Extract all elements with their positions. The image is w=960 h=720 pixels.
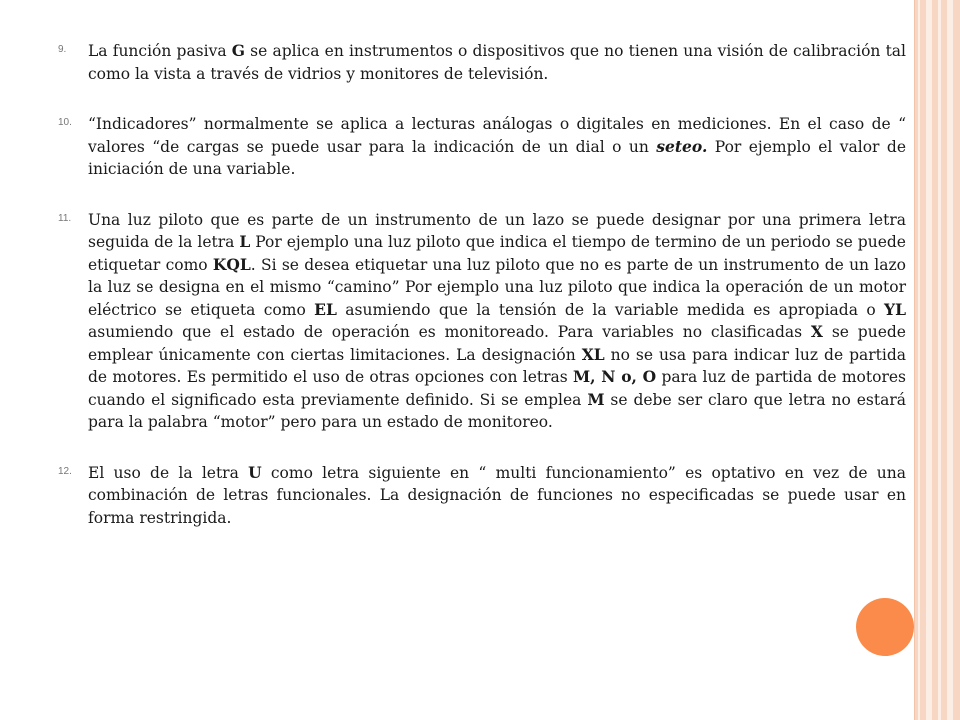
text-run: Por ejemplo el valor de iniciación de una variable. bbox=[88, 137, 906, 178]
list-number: 12. bbox=[58, 465, 72, 477]
text-run: Por ejemplo una luz piloto que indica el tiempo de termino de un periodo se puede etiquetar como bbox=[88, 233, 906, 274]
bold-text: EL bbox=[314, 299, 337, 319]
text-run: “Indicadores” normalmente se aplica a lecturas análogas o digitales en mediciones. En el caso de “ valores “de cargas se puede usar para la indicación de un dial o un bbox=[88, 115, 906, 156]
bold-text: U bbox=[248, 462, 262, 482]
text-run: asumiendo que la tensión de la variable medida es apropiada o bbox=[336, 300, 885, 319]
text-run: se puede emplear únicamente con ciertas limitaciones. La designación bbox=[88, 323, 906, 364]
bold-text: L bbox=[239, 232, 251, 251]
bold-text: X bbox=[810, 322, 823, 341]
text-run: El uso de la letra bbox=[88, 463, 249, 482]
border-stripe bbox=[938, 0, 941, 720]
list-item bbox=[58, 113, 906, 181]
bold-text: M bbox=[587, 389, 605, 409]
list-paragraph bbox=[88, 40, 906, 85]
text-run: La función pasiva bbox=[88, 42, 232, 60]
text-run: no se usa para indicar luz de partida de motores. Es permitido el uso de otras opciones con letras bbox=[88, 345, 906, 386]
border-stripe bbox=[947, 0, 953, 720]
numbered-list bbox=[58, 40, 906, 529]
list-paragraph bbox=[88, 209, 906, 434]
decorative-right-border bbox=[914, 0, 960, 720]
border-stripe bbox=[926, 0, 932, 720]
list-item bbox=[58, 462, 906, 530]
list-paragraph bbox=[88, 462, 906, 530]
list-item bbox=[58, 40, 906, 85]
bold-text bbox=[656, 137, 707, 156]
list-number: 11. bbox=[58, 212, 72, 224]
text-run: se aplica en instrumentos o dispositivos que no tienen una visión de calibración tal como la vista a través de vidrios y monitores de televisión. bbox=[88, 42, 906, 83]
text-run: . Si se desea etiquetar una luz piloto que no es parte de un instrumento de un lazo la luz se designa en el mismo “camino” Por ejemplo una luz piloto que indica la operación de un motor eléctrico se etiqueta como bbox=[88, 255, 907, 319]
bold-text: YL bbox=[884, 299, 906, 319]
border-stripe bbox=[918, 0, 920, 720]
text-run: asumiendo que el estado de operación es monitoreado. Para variables no clasificadas bbox=[88, 323, 811, 341]
bold-text: G bbox=[231, 41, 246, 60]
emphasis-text: seteo. bbox=[656, 136, 708, 156]
text-run: se debe ser claro que letra no estará para la palabra “motor” pero para un estado de monitoreo. bbox=[88, 390, 906, 431]
bold-text: M, N o, O bbox=[572, 367, 657, 386]
bold-text: KQL bbox=[212, 254, 251, 274]
orange-circle-decoration bbox=[856, 598, 914, 656]
list-number: 10. bbox=[58, 117, 72, 128]
list-number: 9. bbox=[58, 44, 67, 55]
bold-text: XL bbox=[581, 344, 605, 364]
list-paragraph bbox=[88, 113, 906, 181]
text-run: para luz de partida de motores cuando el significado esta previamente definido. Si se emplea bbox=[88, 368, 906, 409]
text-run: como letra siguiente en “ multi funcionamiento” es optativo en vez de una combinación de letras funcionales. La designación de funciones no especificadas se puede usar en forma restringida. bbox=[88, 463, 906, 527]
list-item bbox=[58, 209, 906, 434]
border-edge bbox=[914, 0, 915, 720]
slide-content bbox=[58, 40, 906, 557]
text-run: Una luz piloto que es parte de un instrumento de un lazo se puede designar por una primera letra seguida de la letra bbox=[88, 210, 906, 251]
